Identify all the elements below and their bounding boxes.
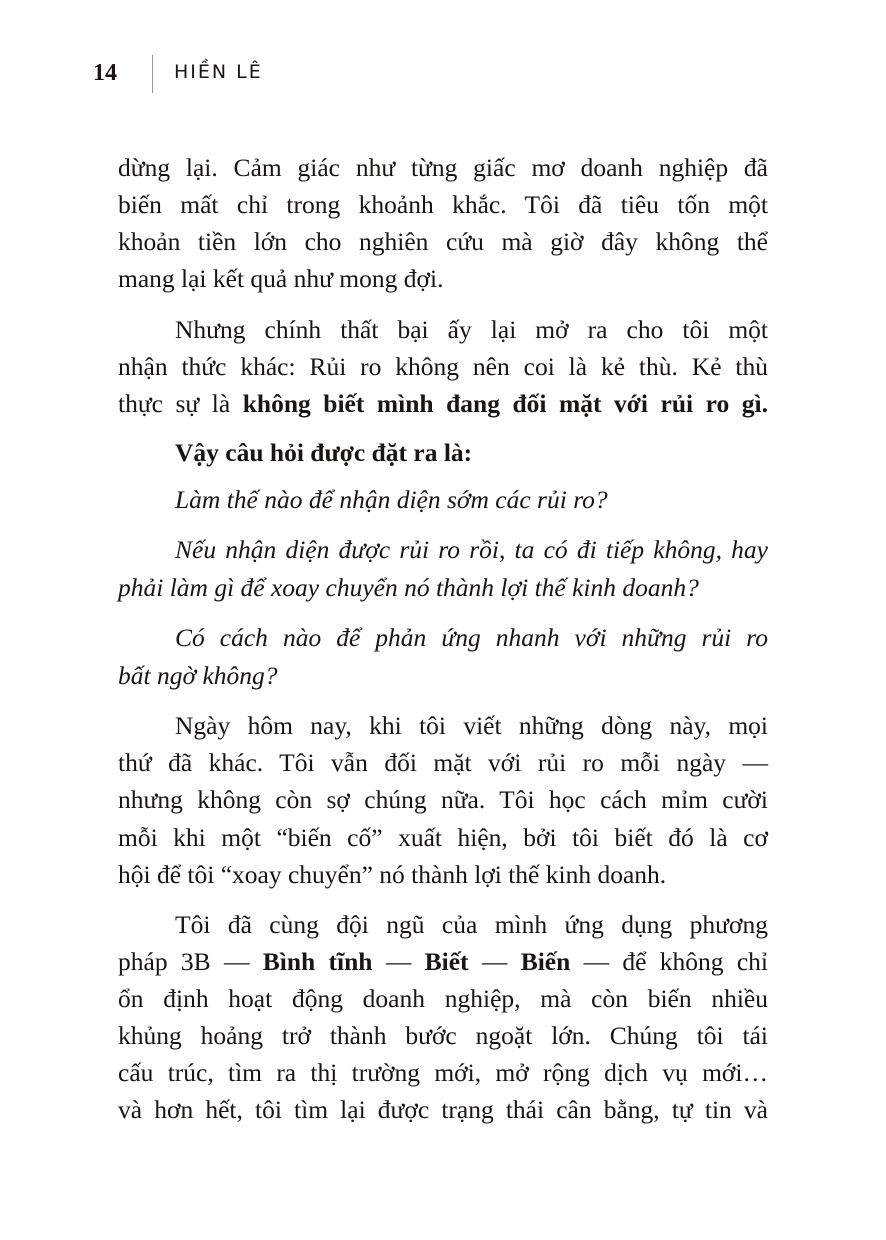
text-run: thực sự là	[118, 389, 243, 418]
text-run: Có cách nào để phản ứng nhanh với những rủi ro	[175, 623, 768, 652]
text-line	[118, 315, 768, 345]
text-run: Ngày hôm nay, khi tôi viết những dòng này, mọi	[175, 711, 768, 740]
text-line	[118, 190, 768, 220]
text-line	[118, 227, 768, 257]
text-line	[118, 1021, 768, 1051]
text-run: khoản tiền lớn cho nghiên cứu mà giờ đây không thể	[118, 227, 768, 256]
bold-text: Vậy câu hỏi được đặt ra là:	[175, 438, 473, 467]
text-run: pháp 3B —	[118, 947, 263, 976]
text-run: Nhưng chính thất bại ấy lại mở ra cho tôi một	[175, 315, 768, 344]
text-line	[118, 1095, 768, 1125]
text-run: phải làm gì để xoay chuyển nó thành lợi thế kinh doanh?	[118, 573, 699, 602]
text-line	[118, 485, 768, 515]
text-run: cấu trúc, tìm ra thị trường mới, mở rộng dịch vụ mới…	[118, 1058, 768, 1087]
text-run: dừng lại. Cảm giác như từng giấc mơ doanh nghiệp đã	[118, 153, 768, 182]
text-run: —	[468, 947, 521, 976]
text-run: thứ đã khác. Tôi vẫn đối mặt với rủi ro mỗi ngày —	[118, 748, 768, 777]
text-line	[118, 352, 768, 382]
bold-text: Biến	[520, 947, 571, 976]
text-line	[118, 984, 768, 1014]
page-number: 14	[93, 60, 117, 86]
text-run: nhưng không còn sợ chúng nữa. Tôi học cách mỉm cười	[118, 785, 768, 814]
text-line	[118, 1058, 768, 1088]
text-run: ổn định hoạt động doanh nghiệp, mà còn biến nhiều	[118, 984, 768, 1013]
text-line	[118, 389, 768, 419]
text-run: biến mất chỉ trong khoảnh khắc. Tôi đã tiêu tốn một	[118, 190, 768, 219]
text-line	[118, 860, 768, 890]
text-run: và hơn hết, tôi tìm lại được trạng thái cân bằng, tự tin và	[118, 1095, 768, 1124]
text-line	[118, 661, 768, 691]
text-line	[118, 573, 768, 603]
text-line	[118, 264, 768, 294]
text-run: hội để tôi “xoay chuyển” nó thành lợi thế kinh doanh.	[118, 860, 667, 889]
text-run: mỗi khi một “biến cố” xuất hiện, bởi tôi biết đó là cơ	[118, 823, 768, 852]
text-line	[118, 153, 768, 183]
header-divider	[152, 55, 153, 93]
text-line	[118, 535, 768, 565]
text-run: Nếu nhận diện được rủi ro rồi, ta có đi tiếp không, hay	[175, 535, 768, 564]
text-line	[118, 785, 768, 815]
bold-text: Biết	[424, 947, 469, 976]
text-run: nhận thức khác: Rủi ro không nên coi là kẻ thù. Kẻ thù	[118, 352, 768, 381]
text-run: khủng hoảng trở thành bước ngoặt lớn. Chúng tôi tái	[118, 1021, 768, 1050]
text-line	[118, 910, 768, 940]
bold-text: Bình tĩnh	[262, 947, 373, 976]
author-name: HIỀN LÊ	[174, 61, 263, 83]
text-line	[118, 823, 768, 853]
text-run: Tôi đã cùng đội ngũ của mình ứng dụng phương	[175, 910, 768, 939]
text-line	[118, 748, 768, 778]
text-line	[118, 438, 768, 468]
text-line	[118, 623, 768, 653]
text-line	[118, 947, 768, 977]
text-run: bất ngờ không?	[118, 661, 278, 690]
bold-text: không biết mình đang đối mặt với rủi ro gì.	[242, 389, 768, 418]
text-run: Làm thế nào để nhận diện sớm các rủi ro?	[175, 485, 608, 514]
text-run: —	[372, 947, 425, 976]
text-line	[118, 711, 768, 741]
text-run: — để không chỉ	[570, 947, 769, 976]
text-run: mang lại kết quả như mong đợi.	[118, 264, 444, 293]
